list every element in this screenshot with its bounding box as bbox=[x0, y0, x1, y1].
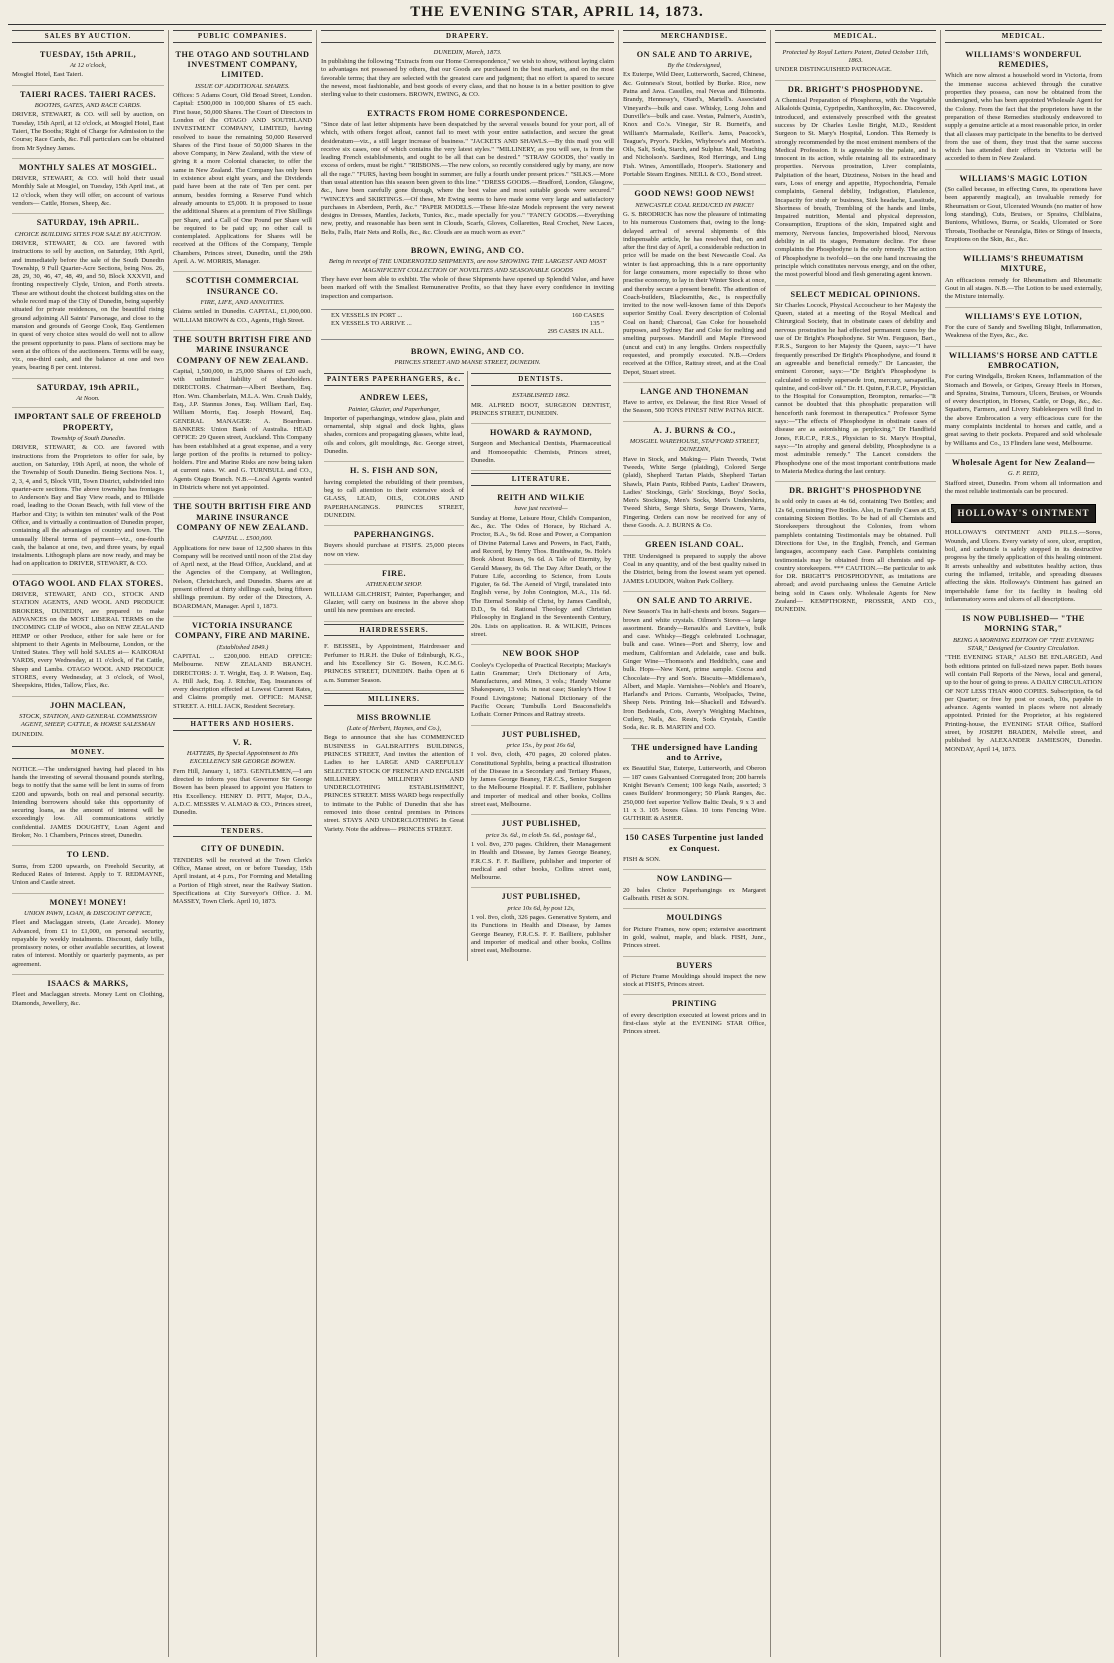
ad-body: Begs to announce that she has COMMENCED BUSINESS in GALBRAITH'S BUILDINGS, PRINCES STREET, And invites the attention of Ladies to her LARGE AND CAREFULLY SELECTED STOCK OF FRENCH AND ENGLISH MILLINERY. MILLINERY AND UNDERCLOTHING ESTABLISHMENT, PRINCES STREET. MISS WARD begs respectfully to intimate to the Public of Dunedin that she has removed into those central premises in Princes street. STAYS AND UNDERCLOTHING In Great Variety. Note the address— PRINCES STREET. bbox=[324, 734, 464, 833]
advertisement bbox=[471, 815, 611, 888]
ad-title: SELECT MEDICAL OPINIONS. bbox=[790, 289, 921, 299]
subcolumn-left bbox=[321, 371, 467, 960]
ad-title: BUYERS bbox=[676, 960, 713, 970]
advertisement bbox=[471, 726, 611, 816]
ad-body: Sunday at Home, Leisure Hour, Child's Companion, &c., &c. The Odes of Horace, by Richard A. Proctor, B.A., 9s 6d. Rose and Power, a Companion of Divine Paternal Laws and Powers, in Fact, Faith, and Record, by Henry Thos. Braithwaite, 9s. Hole's Book About Roses, 9s 6d. A Tale of Eternity, by Gerald Massey, 8s 6d. The Day After Death, or the Future Life, according to Science, from Louis Figuier, 6s 6d. The Aeneid of Virgil, translated into English verse, by John Conington, M.A., 11s 6d. The Eternal Sonship of Christ, by James Candlish, D.D., 9s 6d. Rational Theology and Christian Philosophy in England in the Seventeenth Century, 20s. Lists on application. R. & WILKIE, Princes street. bbox=[471, 514, 611, 638]
ad-title: Wholesale Agent for New Zealand— bbox=[951, 457, 1096, 467]
ad-body: Offices: 5 Adams Court, Old Broad Street, London. Capital: £500,000 in 100,000 Shares of £5 each. First Issue, 50,000 Shares. The Court of Directors in London of the OTAGO AND SOUTHLAND INVESTMENT COMPANY, LIMITED, having resolved to issue the remaining 50,000 Reserved Shares of the First Issue of 50,000 Shares in the above Company, in New Zealand, with the view of giving it a more Colonial character, to offer the same in New Zealand. The Company has only been in existence about eight years, and the Dividends paid have been at the rate of Ten per cent. per annum, besides forming a Reserve Fund which already amounts to £5,000. It is proposed to issue the additional Shares at a premium of Five Shillings per Share, and a Call of One Pound per Share will be required to be paid up; no other call is contemplated. Applications for Shares will be received at the Offices of the Company, Temple Chambers, Princes street, Dunedin, until the 29th April. A. W. MORRIS, Manager. bbox=[173, 92, 312, 266]
ad-title: PAPERHANGINGS. bbox=[353, 530, 435, 540]
ad-body: TENDERS will be received at the Town Clerk's Office, Manse street, on or before Tuesday, 15th April instant, at 4 p.m., For Forming and Metalling a Portion of High street, near the Railway Station. Specifications at City Surveyor's Office. J. M. MASSEY, Town Clerk. April 10, 1873. bbox=[173, 856, 312, 906]
ad-subtitle: UNION PAWN, LOAN, & DISCOUNT OFFICE, bbox=[23, 909, 153, 917]
advertisement bbox=[945, 250, 1102, 308]
ad-title: DR. BRIGHT'S PHOSPHODYNE. bbox=[787, 84, 924, 94]
ad-title: ON SALE AND TO ARRIVE. bbox=[636, 595, 753, 605]
ad-body: Mosgiel Hotel, East Taieri. bbox=[12, 71, 84, 79]
ad-body: Fleet and Maclaggan streets, (Late Arcade). Money Advanced, from £1 to £1,000, on personal security, repayable by weekly instalments. Discount, daily bills, promissory notes, or other available securities, at lowest rates of interest. Monthly or quarterly payments, as per agreement. bbox=[12, 919, 164, 968]
column-drapery bbox=[316, 30, 618, 1657]
section-heading: MONEY. bbox=[12, 746, 164, 759]
ad-body: They have ever been able to exhibit. The whole of these Shipments have opened up Splendid Value, and have been marked off with the Smallest Remunerative Profits, so that they have every confidence in inviting inspection and comparison. bbox=[321, 276, 614, 300]
ad-subtitle: HATTERS, By Special Appointment to His EXCELLENCY SIR GEORGE BOWEN. bbox=[186, 750, 299, 766]
shipment-row: 295 CASES IN ALL. bbox=[547, 328, 604, 336]
advertisement bbox=[321, 343, 614, 372]
advertisement bbox=[324, 462, 464, 526]
advertisement bbox=[623, 829, 766, 870]
subcolumn-right bbox=[467, 371, 614, 960]
advertisement bbox=[12, 846, 164, 893]
ad-body: Cooley's Cyclopedia of Practical Receipts; Mackay's Latin Grammar; Ure's Dictionary of Arts, Manufactures, and Mines, 3 vols.; Handy Volume Shakespeare, 13 vols. in neat case; Stanley's How I Found Livingstone; National Dictionary of the Pacific Ocean; Tumbulls Lord Beaconsfield's Lothair. Corner Princes and Rattray streets. bbox=[471, 661, 611, 719]
ad-title: SATURDAY, 19th APRIL. bbox=[36, 218, 140, 228]
advertisement bbox=[173, 46, 312, 273]
ad-title: EXTRACTS FROM HOME CORRESPONDENCE. bbox=[367, 108, 568, 118]
advertisement bbox=[12, 575, 164, 697]
ad-title: SCOTTISH COMMERCIAL INSURANCE CO. bbox=[186, 276, 299, 296]
advertisement bbox=[324, 565, 464, 622]
advertisement bbox=[12, 214, 164, 378]
ad-subtitle: BOOTHS, GATES, AND RACE CARDS. bbox=[34, 102, 142, 110]
ad-title: JUST PUBLISHED, bbox=[501, 729, 581, 739]
ad-title: PRINTING bbox=[672, 999, 717, 1009]
ad-subtitle: ISSUE OF ADDITIONAL SHARES. bbox=[195, 82, 290, 90]
advertisement bbox=[12, 379, 164, 409]
section-heading: HAIRDRESSERS. bbox=[324, 624, 464, 637]
ad-body: 20 bales Choice Paperhangings ex Margaret Galbraith. FISH & SON. bbox=[623, 886, 766, 902]
advertisement bbox=[173, 272, 312, 331]
ad-body: Stafford street, Dunedin. From whom all information and the most reliable testimonials can be procured. bbox=[945, 479, 1102, 495]
ad-body: Have in Stock, and Making— Plain Tweeds, Twist Tweeds, White Serge (plaiding), Colored Serge (plaid), Shepherd Tartan Plaids, Shepherd Tartan Shawls, Plain Pants, Ribbed Pants, Ladies' Drawers, Ladies' Stockings, Girls' Stockings, Boys' Socks, Men's Stockings, Men's Socks, Men's Undershirts, Tweed Shirts, Serge Shirts, Serge Drawers, Yarns, Fingering. Orders can now be received for any of these Goods. A. J. BURNS & Co. bbox=[623, 455, 766, 530]
ad-title: ON SALE AND TO ARRIVE, bbox=[636, 49, 753, 59]
ad-body: DRIVER, STEWART, & CO. are favored with instructions from the Proprietors to offer for sale, by auction, on Saturday, 19th April, at noon, the whole of the Township of South Dunedin. Being Sections Nos. 1, 2, 3, 4, and 5, Block VIII, Town District, subdivided into quarter-acre sections. The above township has frontages to Anderson's Bay and Bay View roads, and to Hillside road, leading to the Ocean Beach, with full view of the Harbor and City; is within ten minutes' walk of the Post Office, and is virtually a continuation of Dunedin proper, containing all the advantages of country and town. The unusually liberal terms of payment—viz., one-fourth cash, the balance at one, two, and three years, by equal instalments. Lithograph plans are now ready, and may be had on application to DRIVER, STEWART, & CO. bbox=[12, 444, 164, 568]
ad-body: NOTICE.—The undersigned having had placed in his hands the investing of several thousand pounds sterling, begs to notify that the same will be lent in sums of from £200 and upwards, both on real and personal security. Intending borrowers should take this opportunity of securing loans, as the amount of interest will be exceedingly low. All communications strictly confidential. JAMES DOUGHTY, Loan Agent and Broker, No. 1 Chambers, Princes street, Dunedin. bbox=[12, 765, 164, 840]
ad-body: MR. ALFRED BOOT, SURGEON DENTIST, PRINCES STREET, DUNEDIN. bbox=[471, 401, 611, 417]
ad-title: ISAACS & MARKS, bbox=[47, 978, 129, 988]
ad-subtitle: Protected by Royal Letters Patent, Dated October 11th, 1863. bbox=[782, 48, 929, 65]
ad-title: VICTORIA INSURANCE COMPANY, FIRE AND MARINE. bbox=[174, 620, 311, 641]
advertisement bbox=[471, 489, 611, 645]
advertisement bbox=[12, 894, 164, 975]
section-heading: PAINTERS PAPERHANGERS, &c. bbox=[324, 373, 464, 386]
ad-title: DR. BRIGHT'S PHOSPHODYNE bbox=[789, 486, 922, 496]
ad-body: DUNEDIN. bbox=[12, 730, 44, 738]
ad-body: Applications for new issue of 12,500 shares in this Company will be received until noon of the 21st day of April next, at the Head Office, Auckland, and at the Agencies of the Company, at Wellington, Nelson, Christchurch, and Dunedin. Shares are at present offered at thirty shillings cash, being fifteen shillings premium. By order of the Directors, A. BOARDMAN, Manager. April 1, 1873. bbox=[173, 544, 312, 610]
advertisement bbox=[324, 389, 464, 462]
ad-title: NEW BOOK SHOP bbox=[502, 649, 580, 659]
ad-title: THE SOUTH BRITISH FIRE AND MARINE INSURANCE COMPANY OF NEW ZEALAND. bbox=[173, 502, 312, 532]
ad-title: TUESDAY, 15th APRIL, bbox=[39, 49, 137, 59]
advertisement bbox=[623, 909, 766, 956]
ad-subtitle: PRINCES STREET AND MANSE STREET, DUNEDIN. bbox=[394, 359, 541, 367]
ad-title: JUST PUBLISHED, bbox=[501, 819, 581, 829]
ad-body: Is sold only in cases at 4s 6d, containing Two Bottles; and 12s 6d, containing Five Bottles. Also, in Family Cases at £5, containing Sixteen Bottles. To be had of all Chemists and Storekeepers throughout the Colonies, from whom pamphlets containing Testimonials may be obtained. Full Directions for Use, in the English, French, and German languages, accompany each Case. Pamphlets containing testimonials may be obtained from all chemists and up-country storekeepers. *** CAUTION.—Be particular to ask for DR. BRIGHT'S PHOSPHODYNE, as imitations are abroad; and avoid purchasing unless the Genuine Article being sold in Cases only. Wholesale Agents for New Zealand— KEMPTHORNE, PROSSER, AND CO., DUNEDIN. bbox=[775, 498, 936, 614]
advertisement bbox=[324, 639, 464, 690]
advertisement bbox=[945, 525, 1102, 610]
advertisement bbox=[623, 383, 766, 422]
ad-title: LANGE AND THONEMAN bbox=[640, 386, 749, 396]
advertisement bbox=[173, 331, 312, 498]
ad-title: HOWARD & RAYMOND, bbox=[489, 428, 593, 438]
ad-body: New Season's Tea in half-chests and boxes. Sugars—brown and white crystals. Oilmen's Stores—a large assortment. Brandy—Renault's and Levitte's, bulk and case. Whisky—Begg's celebrated Lochnagar, bulk and case. Wines—Port and Sherry, low and medium, Californian and Adelaide, case and bulk. Ginger Wine—Thomson's and Hedditch's, case and bulk. Hops—New Kent, prime sample. Cocoa and Chocolate—Fry and Son's. Biscuits—Middlemass's, Albert, and Maple. Varnishes—Noble's and Hoare's, Harland's and Prices. Currants, Woolpacks, Twine, Sheep Nets. Printing Ink—Shackell and Edward's. Iron Bedsteads, Cots, Avery's Weighing Machines, Cutlery, Nails, &c. Resin, Soda Crystals, Castile Soda, &c. R. B. MARTIN and CO. bbox=[623, 608, 766, 732]
ad-body: having completed the rebuilding of their premises, beg to call attention to their extensive stock of GLASS, LEAD, OILS, COLORS AND PAPERHANGINGS. PRINCES STREET, DUNEDIN. bbox=[324, 478, 464, 519]
ad-subtitle: G. F. REID, bbox=[1007, 470, 1040, 478]
ad-body: UNDER DISTINGUISHED PATRONAGE. bbox=[775, 66, 892, 74]
ad-title: WILLIAMS'S HORSE AND CATTLE EMBROCATION, bbox=[948, 350, 1099, 370]
ad-title: THE SOUTH BRITISH FIRE AND MARINE INSURANCE COMPANY OF NEW ZEALAND. bbox=[173, 334, 312, 365]
column-public-companies bbox=[168, 30, 316, 1657]
ad-title: ANDREW LEES, bbox=[359, 393, 429, 403]
ad-title: A. J. BURNS & CO., bbox=[653, 425, 736, 435]
ad-title: CITY OF DUNEDIN. bbox=[200, 844, 285, 854]
ad-subtitle: ESTABLISHED 1862. bbox=[512, 392, 570, 400]
ad-subtitle: (Established 1849.) bbox=[216, 643, 269, 651]
ad-subtitle: Township of South Dunedin. bbox=[50, 435, 126, 443]
ad-subtitle: FIRE, LIFE, AND ANNUITIES. bbox=[200, 298, 285, 306]
ad-body: WILLIAM GILCHRIST, Painter, Paperhanger, and Glazier, will carry on business in the above shop until his new premises are erected. bbox=[324, 590, 464, 615]
advertisement bbox=[945, 308, 1102, 347]
ad-body: Buyers should purchase at FISH'S. 25,000 pieces now on view. bbox=[324, 542, 464, 558]
ad-subtitle: DUNEDIN, March, 1873. bbox=[433, 48, 502, 56]
column-heading: PUBLIC COMPANIES. bbox=[173, 30, 312, 43]
ad-subtitle: At 12 o'clock, bbox=[69, 62, 106, 70]
ad-title: GREEN ISLAND COAL. bbox=[645, 540, 744, 550]
ad-title: BROWN, EWING, AND CO. bbox=[410, 346, 525, 356]
shipment-row: EX VESSELS TO ARRIVE ... 135 " bbox=[331, 320, 604, 328]
section-heading: DENTISTS. bbox=[471, 373, 611, 386]
column-merchandise bbox=[618, 30, 770, 1657]
ad-title: TAIERI RACES. TAIERI RACES. bbox=[19, 89, 157, 99]
column-heading: DRAPERY. bbox=[321, 30, 614, 43]
ad-body: HOLLOWAY'S OINTMENT AND PILLS.—Sores, Wounds, and Ulcers. Every variety of sore, ulcer, eruption, boil, and carbuncle is safely stopped in its destructive progress by the timely application of this healing ointment. It arrests unhealthy and substitutes healthy action, thus curing the inflamed, irritable, and spreading diseases affecting the skin. Holloway's Ointment has gained an imperishable fame for its facility in healing old inflammatory sores and ulcers of all descriptions. bbox=[945, 529, 1102, 603]
advertisement bbox=[623, 739, 766, 830]
ad-title: MONEY! MONEY! bbox=[49, 897, 127, 907]
advertisement bbox=[945, 170, 1102, 250]
advertisement bbox=[623, 46, 766, 185]
advertisement bbox=[471, 888, 611, 960]
advertisement bbox=[12, 697, 164, 744]
ad-body: THE Undersigned is prepared to supply the above Coal in any quantity, and of the best quality raised in the District, being from the lowest seam yet opened. JAMES LOUDON, Walton Park Colliery. bbox=[623, 552, 766, 585]
ad-title: JOHN MACLEAN, bbox=[50, 700, 126, 710]
ad-subtitle: price 3s. 6d., in cloth 5s. 6d., postage 6d., bbox=[485, 831, 597, 839]
ad-body: G. S. BRODRICK has now the pleasure of intimating to his numerous Customers that, owing to the long-delayed arrival of several shipments of this indispensable article, he has resolved that, on and after the first day of April, a considerable reduction in price will be made on the best Newcastle Coal. As winter is fast approaching, this is a rare opportunity for large consumers, more especially to those who practise economy, to lay in their Winter Stock at once, and thereby secure a present benefit. The attention of Coach-builders, Blacksmiths, &c., is respectfully invited to the now well-known fame of this Depot's superior Smithy Coal. Every description of Colonial Coal on hand; Charcoal, Gas Coke for household purposes, and Sydney Bar and Coke for melting and smelting purposes. Mandrill and Maple Firewood (uncut and cut) in any lengths. Orders respectfully requested, and promptly executed. N.B.—Orders received at the Office, Rattray street, and at the Coal Depot, Stuart street. bbox=[623, 210, 766, 376]
advertisement bbox=[324, 709, 464, 839]
ad-title: IS NOW PUBLISHED— "THE MORNING STAR," bbox=[962, 614, 1085, 634]
advertisement bbox=[623, 592, 766, 739]
ad-body: Importer of paperhangings, window glass, plain and ornamental, ship signal and dock lights, glass shades, cornices and propagating glasses, white lead, oils and colors, gilt mouldings, &c. George street, Dunedin. bbox=[324, 414, 464, 456]
ad-subtitle: CAPITAL ... £500,000. bbox=[212, 535, 273, 543]
ad-body: A Chemical Preparation of Phosphorus, with the Vegetable Alkaloids Quinia, Cypripedin, Xanthoxylin, &c. Discovered, introduced, and extensively prescribed with the greatest success by Dr Charles Leslie Bright, M.D., Resident Surgeon to St. Mary's Hospital, London. This Remedy is strongly recommended by the most eminent members of the Medical Profession. It is agreeable to the palate, and is innocent in its action, while retaining all its extraordinary properties. Nervous prostration, Liver complaints, Palpitation of the heart, Dizziness, Noises in the head and ears, Loss of energy and appetite, Hypochondria, Female complaints, General debility, Indigestion, Flatulence, Incapacity for study or business, Sick headache, Lassitude, Shortness of breath, Trembling of the hands and limbs, Impaired nutrition, Mental and physical depression, Consumption, Eruptions of the skin, Impaired sight and memory, Nervous fancies, Impoverished blood, Nervous debility in all its stages, Premature decline. For these complaints the Phosphodyne is the only remedy. The action of Phosphodyne is twofold—on the one hand increasing the principle which constitutes nervous energy, and on the other, the most powerful blood and flesh generating agent known. bbox=[775, 97, 936, 279]
advertisement bbox=[775, 81, 936, 286]
column-heading: MERCHANDISE. bbox=[623, 30, 766, 43]
ad-body: Surgeon and Mechanical Dentists, Pharmaceutical and Homoeopathic Chemists, Princes street, Dunedin. bbox=[471, 440, 611, 465]
advertisement bbox=[173, 840, 312, 911]
advertisement bbox=[12, 86, 164, 159]
column-heading: MEDICAL. bbox=[945, 30, 1102, 43]
ad-body: In publishing the following "Extracts from our Home Correspondence," we wish to show, without laying claim to advantages not possessed by others, that our Goods are purchased in the best markets, and on the most favorable terms; that they are selected with the greatest care and judgment; that no effort is spared to secure the newest, most fashionable, and best goods of every class, and that no house is in a better position to give sterling value to their customers. BROWN, EWING, & CO. bbox=[321, 58, 614, 99]
advertisement bbox=[945, 454, 1102, 501]
ad-body: DRIVER, STEWART, AND CO., STOCK AND STATION AGENTS, AND WOOL AND PRODUCE BROKERS, DUNEDIN, are prepared to make ADVANCES on the MOST LIBERAL TERMS on the INCOMING CLIP of WOOL, also on NEW ZEALAND HEMP or other Produce, either for sale here or for shipment to their Agents in Melbourne, London, or the United States. They will hold SALES at— KAIKORAI YARDS, every Wednesday, at 11 o'clock, of Fat Cattle, Sheep and Lambs. OTAGO WOOL AND PRODUCE STORES, every Wednesday, at 3 o'clock, of Wool, Sheepskins, Hides, Tallow, Flax, &c. bbox=[12, 591, 164, 690]
masthead: THE EVENING STAR, APRIL 14, 1873. bbox=[8, 4, 1106, 25]
ad-body: Fleet and Maclaggan streets. Money Lent on Clothing, Diamonds, Jewellery, &c. bbox=[12, 991, 164, 1007]
advertisement bbox=[623, 995, 766, 1041]
advertisement bbox=[945, 46, 1102, 170]
ad-body: An efficacious remedy for Rheumatism and Rheumatic Gout in all stages. N.B.—The Lotion to be used externally, the Mixture internally. bbox=[945, 276, 1102, 301]
advertisement bbox=[12, 46, 164, 86]
shipment-row: EX VESSELS IN PORT ... 160 CASES bbox=[331, 311, 604, 319]
advertisement bbox=[321, 105, 614, 242]
section-heading: LITERATURE. bbox=[471, 473, 611, 486]
ad-subtitle: STOCK, STATION, AND GENERAL COMMISSION AGENT, SHEEP, CATTLE, & HORSE SALESMAN bbox=[19, 712, 157, 729]
ad-body: Have to arrive, ex Delawar, the first Rice Vessel of the Season, 500 TONS FINEST NEW PATNA RICE. bbox=[623, 399, 766, 415]
ad-title: NOW LANDING— bbox=[656, 874, 733, 884]
advertisement bbox=[321, 242, 614, 306]
ad-body: 1 vol. 8vo, 270 pages. Children, their Management in Health and Disease, by James George Beaney, F.R.C.S. F. F. Bailliere, publisher and importer of medical and other books, Collins street east, Melbourne. bbox=[471, 840, 611, 882]
ad-body: For curing Windgalls, Broken Knees, Inflammation of the Stomach and Bowels, or Gripes, Greasy Heels in Horses, and Sprains, Strains, Tumours, Ulcers, Bruises, or Wounds of every description, in Horses, Cattle, or Dogs, &c., &c. Squatters, Farmers, and Livery Stablekeepers will find in the above Embrocation a very efficacious cure for the many complaints incidental to horses and cattle, and a great saving to their pockets. Prepared and sold wholesale by Williams and Co., 13 Flinders lane west, Melbourne. bbox=[945, 373, 1102, 447]
ad-subtitle: By the Undersigned, bbox=[667, 62, 722, 70]
ad-body: "Since date of last letter shipments have been despatched by the several vessels bound for your port, all of which, with others forgot afloat, cannot fail to meet with your entire satisfaction, and secure the great desideratum—viz., a still larger increase of business." "JACKETS AND SHAWLS.—By this mail you will receive six cases, one of which contains the very latest styles." "MILLINERY, as you will see, is from the leading French establishments, and ought to be all that can be desired." "STRAW GOODS, tho' vastly in excess of orders, must be right." "RIBBONS.—The new colors, so recently considered ugly by many, are now all the rage." "FURS, having been bought in summer, are fully a fourth under present prices." "SILKS.—More than usual attention has this season been given to this line." "DRESS GOODS.—Bradford, London, Glasgow, &c., have been carefully gone through, where the best value and most suitable goods were secured." "WINCEYS and SKIRTINGS.—Of these, Mr Ewing seems to have made some very large and satisfactory purchases in Aberdeen, Perth, &c." "PAPER MODELS.—These life-size Models represent the very newest designs in Dresses, Mantles, Jackets, Tunics, &c., made specially for you." "FANCY GOODS.—Everything new, pretty, and reasonable has been sent in Clouds, Scarfs, Gloves, Collarettes, Real Crochet, New Laces, Belts, Falls, Hair Nets and Rolls, &c., &c. Clouds are as much worn as ever." bbox=[321, 120, 614, 236]
ad-body: (So called because, in effecting Cures, its operations have been apparently magical), an invaluable remedy for Rheumatism or Gout, Ulcerated Wounds (no matter of how long standing), Cuts, Bruises, or Sprains, Chilblains, Bunions, Whitlows, Burns, or Scalds, Ulcerated or Sore Throats, Toothache or Neuralgia, Bites or Stings of Insects, Eruptions on the Skin, &c., &c. bbox=[945, 186, 1102, 243]
advertisement bbox=[623, 536, 766, 592]
ad-subtitle: price 15s., by post 16s 6d, bbox=[506, 741, 576, 749]
ad-title: MONTHLY SALES AT MOSGIEL. bbox=[18, 162, 158, 172]
ad-title: THE OTAGO AND SOUTHLAND INVESTMENT COMPANY, LIMITED. bbox=[175, 49, 310, 80]
column-heading: MEDICAL. bbox=[775, 30, 936, 43]
ad-title: TO LEND. bbox=[66, 850, 110, 860]
ad-title: JUST PUBLISHED, bbox=[501, 892, 581, 902]
advertisement bbox=[945, 610, 1102, 759]
ad-body: "THE EVENING STAR," ALSO BE ENLARGED, And both editions printed on full-sized news paper. Both issues will contain Full Reports of the News, local and general, up to the hour of going to press. A DAILY CIRCULATION OF NOT LESS THAN 4000 COPIES. Subscription, 6s 6d per Quarter; or free by post or coach, 10s, payable in advance. Agents wanted in places where not already appointed. Printed for the Proprietor, at his registered Printing-house, the EVENING STAR Office, Stafford street, by JOSEPH BRADEN, Melville street, and published by ALEXANDER JAMIESON, Dunedin. MONDAY, April 14, 1873. bbox=[945, 654, 1102, 753]
ad-title: THE undersigned have Landing and to Arrive, bbox=[631, 742, 758, 762]
ad-body: FISH & SON. bbox=[623, 856, 661, 864]
ad-body: DRIVER, STEWART, & CO. will hold their usual Monthly Sale at Mosgiel, on Tuesday, 15th April inst., at 12 o'clock, when they will offer, on account of various vendors— Cattle, Horses, Sheep, &c. bbox=[12, 175, 164, 208]
ad-body: Sums, from £200 upwards, on Freehold Security, at Reduced Rates of Interest. Apply to T. REDMAYNE, Union and Castle street. bbox=[12, 862, 164, 887]
ad-title: SATURDAY, 19th APRIL, bbox=[36, 382, 140, 392]
ad-subtitle: CHOICE BUILDING SITES FOR SALE BY AUCTION. bbox=[14, 230, 162, 238]
ad-title: H. S. FISH AND SON, bbox=[350, 466, 438, 476]
advertisement bbox=[775, 46, 936, 81]
ad-title: MOULDINGS bbox=[666, 913, 723, 923]
ad-subtitle: ATHENÆUM SHOP. bbox=[365, 581, 423, 589]
ad-body: ex Beautiful Star, Euterpe, Lutterworth, and Oberon— 187 cases Galvanised Corrugated Iron; 200 barrels Knight Bevan's Cement; 100 kegs Nails, assorted; 3 cases Builders' Ironmongery; 50 Plank Ranges, &c. 250,000 feet superior Yellow Baltic Deals, 9 x 3 and 11 x 3. 105 boxes Glass. 10 tons Fencing Wire. GUTHRIE & ASHER. bbox=[623, 765, 766, 823]
ad-subtitle: price 10s 6d, by post 12s, bbox=[507, 904, 575, 912]
ad-body: Fern Hill, January 1, 1873. GENTLEMEN,—I am directed to inform you that Governor Sir George Bowen has been pleased to appoint you Hatters to His Excellency. HENRY D. PITT, Major, D.A., A.D.C. MESSRS V. ALMAO & CO., Princes street, Dunedin. bbox=[173, 767, 312, 817]
ad-body: For the cure of Sandy and Swelling Blight, Inflammation, Weakness of the Eyes, &c., &c. bbox=[945, 324, 1102, 340]
ad-subtitle: have just received— bbox=[514, 505, 568, 513]
ad-body: F. BEISSEL, by Appointment, Hairdresser and Perfumer to H.R.H. the Duke of Edinburgh, K.G., and his Excellency Sir G. Bowen, K.C.M.G. PRINCES STREET, DUNEDIN. Baths Open at 6 a.m. Summer Season. bbox=[324, 643, 464, 684]
shipment-totals bbox=[321, 309, 614, 340]
ad-body: of every description executed at lowest prices and in first-class style at the EVENING STAR Office, Princes street. bbox=[623, 1011, 766, 1036]
advertisement bbox=[321, 46, 614, 105]
advertisement bbox=[173, 734, 312, 823]
ad-title: MISS BROWNLIE bbox=[356, 712, 432, 722]
ad-title: BROWN, EWING, AND CO. bbox=[410, 246, 525, 256]
advertisement bbox=[775, 482, 936, 619]
holloway-banner: HOLLOWAY'S OINTMENT bbox=[951, 504, 1096, 523]
ad-body: Ex Euterpe, Wild Deer, Lutterworth, Sacred, Chinese, &c. Guinness's Stout, bottled by Burke. Rice, new Patna and Java. Cassilles, real Nevas and Bilmonts. Brandy, Hennessy's, Otard's, Martell's. Associated Vineyard's—bulk and case. Whisky, Long John and Dunville's—bulk and case. Vestas, Palmer's, Austin's, Knox and Co.'s. Vinegar, Sir R. Burnett's, and William's Marmalade, Keiller's. Jams, Peacock's, Teague's, Pryor's. Pickles, Whybrow's and Morton's. Oils, Salt, Soda, Starch, and Sulphur. Malt, Teaching and Nicholson's. Sardines, Rod Herrings, and Ling Fish. Wines, Amontillado, Hooper's. Stationery and Portable Steam Engines. NEILL & CO., Bond street. bbox=[623, 71, 766, 178]
ad-subtitle: At Noon. bbox=[76, 395, 100, 403]
ad-title: WILLIAMS'S RHEUMATISM MIXTURE, bbox=[963, 254, 1084, 274]
ad-title: WILLIAMS'S MAGIC LOTION bbox=[959, 173, 1088, 183]
advertisement bbox=[12, 975, 164, 1013]
column-medical-phosphodyne bbox=[770, 30, 940, 1657]
advertisement bbox=[945, 347, 1102, 454]
advertisement bbox=[12, 762, 164, 847]
advertisement bbox=[471, 645, 611, 725]
advertisement bbox=[173, 617, 312, 716]
section-heading: HATTERS AND HOSIERS. bbox=[173, 718, 312, 731]
ad-body: 1 vol. 8vo, cloth, 326 pages. Generative System, and its Functions in Health and Disease, by James George Beaney, F.R.C.S. F. F. Bailliere, publisher and importer of medical and other books, Collins street east, Melbourne. bbox=[471, 914, 611, 955]
advertisement bbox=[623, 422, 766, 537]
ad-subtitle: NEWCASTLE COAL REDUCED IN PRICE! bbox=[635, 201, 754, 209]
ad-title: 150 CASES Turpentine just landed ex Conquest. bbox=[625, 833, 764, 853]
ad-body: for Picture Frames, now open; extensive assortment in gold, walnut, maple, and black. FISH, Junr., Princes street. bbox=[623, 925, 766, 950]
ad-body: of Picture Frame Mouldings should inspect the new stock at FISH'S, Princes street. bbox=[623, 972, 766, 989]
ad-body: DRIVER, STEWART, & CO. are favored with instructions to sell by auction, on Saturday, 19th April, and immediately before the sale of the South Dunedin Township, 9 Full Quarter-Acre Sections, being Nos. 26, 28, 29, 30, 46, 47, 48, 49, and 50, Block XXXVII, and fronting respectively Clyde, Union, and Forth streets. These are without doubt the choicest building sites on the whole record map of the City of Dunedin, being superbly situated for private residences, on the beautiful rising ground adjoining All Saints' Parsonage, and close to the mansion and grounds of George Cook, Esq. Gentlemen in quest of very choice sites would do well not to allow the present opportunity to pass. Plans of sections may be seen at the offices of the auctioneers. Terms will be easy, viz., one-third cash, and the balance at one and two years, bearing 8 per cent. interest. bbox=[12, 239, 164, 372]
ad-title: IMPORTANT SALE OF FREEHOLD PROPERTY, bbox=[14, 412, 162, 432]
ad-body: Claims settled in Dunedin. CAPITAL, £1,000,000. WILLIAM BROWN & CO., Agents, High Street. bbox=[173, 308, 312, 324]
ad-body: CAPITAL ... £200,000. HEAD OFFICE: Melbourne. NEW ZEALAND BRANCH. DIRECTORS: J. T. Wright, Esq. J. P. Watson, Esq. A. Hill Jack, Esq. J. Ritchie, Esq. Insurances of every description effected at Lowest Current Rates, and Claims promptly met. OFFICE: MANSE STREET. A. HILL JACK, Resident Secretary. bbox=[173, 652, 312, 710]
column-sales-by-auction bbox=[8, 30, 168, 1657]
ad-subtitle: (Late of Herbert, Haynes, and Co.), bbox=[346, 725, 442, 733]
ad-title: FIRE. bbox=[381, 569, 407, 579]
ad-subtitle: BEING A MORNING EDITION OF "THE EVENING STAR," Designed for Country Circulation. bbox=[953, 636, 1094, 653]
advertisement bbox=[775, 286, 936, 483]
section-heading: MILLINERS. bbox=[324, 693, 464, 706]
ad-title: REITH AND WILKIE bbox=[497, 493, 585, 503]
ad-body: DRIVER, STEWART, & CO. will sell by auction, on Tuesday, 15th April, at 12 o'clock, at Mosgiel Hotel, East Taieri, The Booths; Right of Charge for Admission to the Course; Race Cards, &c. Full particulars can be obtained from Mr Sydney James. bbox=[12, 111, 164, 152]
ad-title: GOOD NEWS! GOOD NEWS! bbox=[634, 189, 755, 199]
advertisement bbox=[173, 498, 312, 617]
advertisement bbox=[471, 424, 611, 471]
column-medical-remedies bbox=[940, 30, 1106, 1657]
ad-body: Capital, 1,500,000, in 25,000 Shares of £20 each, with unlimited liability of shareholders. DIRECTORS. Chairman—Albert Beetham, Esq. Hon. Wm. Chamberlain, M.L.A. Wm. Crush Daldy, Esq., J.P. Stannus Jones, Esq. William Earl, Esq. William Morris, Esq. Joseph Howard, Esq. GENERAL MANAGER: A. Boardman. BANKERS: Union Bank of Australia. HEAD OFFICE: 29 Queen street, Auckland. This Company has been established at a great expense, and a very large portion of the profits is returned to policy-holders. Fire and Marine Risks are now being taken at current rates. W. and G. TURNBULL and CO., Agents Otago Branch. N.B.—Local Agents wanted in Districts where not yet appointed. bbox=[173, 367, 312, 492]
advertisement bbox=[324, 526, 464, 565]
ad-subtitle: MOSGIEL WAREHOUSE, STAFFORD STREET, DUNEDIN, bbox=[629, 438, 760, 454]
ad-title: WILLIAMS'S WONDERFUL REMEDIES, bbox=[965, 49, 1082, 70]
ad-body: Sir Charles Locock, Physical Accoucheur to her Majesty the Queen, stated at a meeting of the Royal Medical and Chirurgical Society, that in obstinate cases of debility and nervous prostration he had effected permanent cures by the use of Dr Bright's Phosphodyne. Sir Wm. Ferguson, Bart., F.R.S., Surgeon to her Majesty the Queen, says:—"I have frequently prescribed Dr Bright's Phosphodyne, and found it an agreeable and beneficial remedy." Dr Lancaster, the eminent Coroner, says:—"Dr Bright's Phosphodyne is calculated to entirely supersede iron, mercury, sarsaparilla, quinine, and cod-liver oil." Dr. H. Quinn, F.R.C.P., Physician to the Hospital for Consumption, Brompton, remarks:—"It cannot be doubted that this phosphatic preparation will henceforth rank foremost in therapeutics." Professor Syme says:—"The effects of Phosphodyne in obstinate cases of disease are as astonishing as perplexing." Dr Handfield Jones, F.R.C.P., F.R.S., Physician to St. Mary's Hospital, says:—"In atrophy and general debility, Phosphodyne is a most admirable remedy." The Lancet considers the Phosphodyne one of the most important contributions made to Materia Medica during the last century. bbox=[775, 301, 936, 475]
ad-body: Which are now almost a household word in Victoria, from the immense success achieved through the curative properties they possess, can now be obtained from the undersigned, who has been appointed Wholesale Agent for the Colony. From the fact that the proprietors have in the preparation of these Remedies studiously endeavored to supply a genuine article at a most reasonable price, in order that all classes may participate in the benefits to be derived from the use of them, they trust that the same success which has attended their efforts in Victoria will be accorded to them in New Zealand. bbox=[945, 72, 1102, 163]
ad-title: V. R. bbox=[232, 737, 253, 747]
advertisement bbox=[471, 389, 611, 424]
advertisement bbox=[623, 957, 766, 996]
column-heading: SALES BY AUCTION. bbox=[12, 30, 164, 43]
ad-subtitle: Being in receipt of THE UNDERNOTED SHIPMENTS, are now SHOWING THE LARGEST AND MOST MAGNIFICENT COLLECTION OF NOVELTIES AND SEASONABLE GOODS bbox=[328, 258, 607, 274]
advertisement bbox=[623, 185, 766, 383]
ad-title: OTAGO WOOL AND FLAX STORES. bbox=[12, 578, 164, 588]
ad-subtitle: Painter, Glazier, and Paperhanger, bbox=[348, 405, 440, 413]
ad-body: I vol. 8vo, cloth, 470 pages, 20 colored plates. Constitutional Syphilis, being a practical illustration of the Disease in a Secondary and Tertiary Phases, by James George Beaney, F.R.C.S., Senior Surgeon to the Melbourne Hospital. F. F. Bailliere, publisher and importer of medical and other books, Collins street east, Melbourne. bbox=[471, 751, 611, 809]
advertisement bbox=[12, 408, 164, 574]
ad-title: WILLIAMS'S EYE LOTION, bbox=[964, 311, 1083, 321]
drapery-subcolumns bbox=[321, 371, 614, 960]
advertisement bbox=[623, 870, 766, 909]
section-heading: TENDERS. bbox=[173, 825, 312, 838]
advertisement bbox=[12, 159, 164, 215]
